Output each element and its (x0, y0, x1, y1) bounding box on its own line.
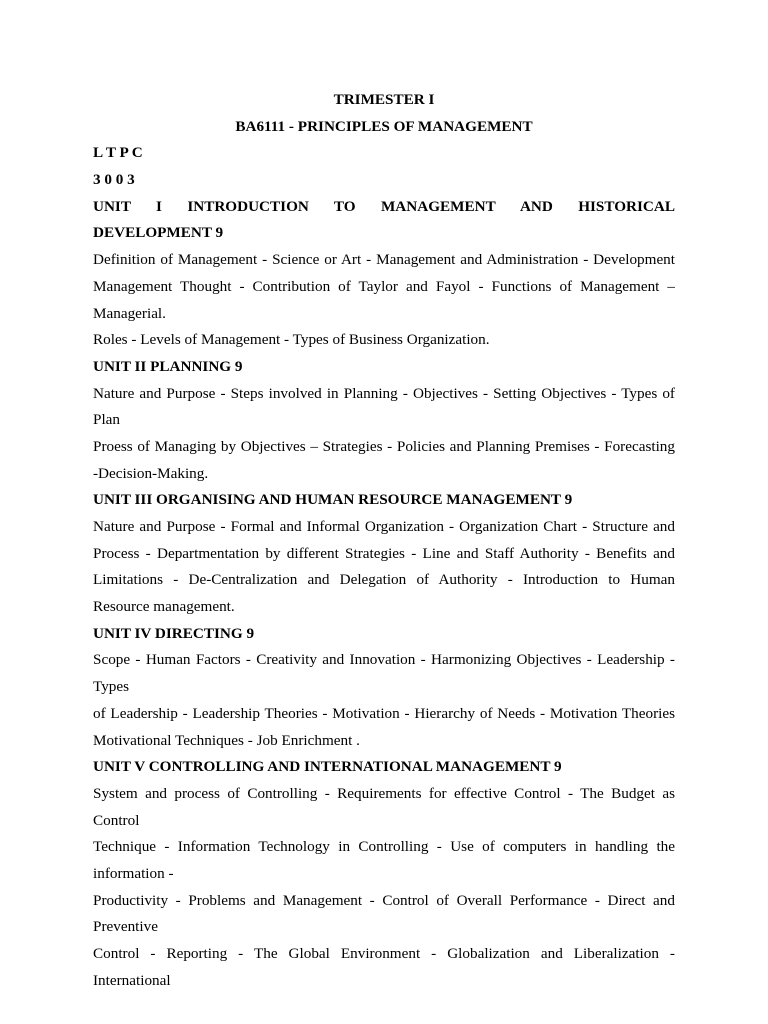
unit-5-text: Control (93, 811, 140, 829)
unit-2-heading: UNIT II PLANNING 9 (93, 357, 243, 375)
syllabus-content (93, 87, 675, 994)
unit-1-text: Definition of Management - Science or Art - Management and Administration - Development (93, 251, 675, 269)
unit-2-text: Nature and Purpose - Steps involved in Planning - Objectives - Setting Objectives - Types of (93, 384, 675, 402)
unit-5-text: Preventive (93, 918, 158, 936)
unit-1-text: Managerial. (93, 304, 166, 322)
ltpc-header: L T P C (93, 144, 143, 162)
unit-4-heading: UNIT IV DIRECTING 9 (93, 624, 255, 642)
unit-5-text: information - (93, 864, 174, 882)
course-title: BA6111 - PRINCIPLES OF MANAGEMENT (235, 117, 533, 135)
unit-3-heading: UNIT III ORGANISING AND HUMAN RESOURCE MANAGEMENT 9 (93, 491, 573, 509)
unit-1-heading-cont: DEVELOPMENT 9 (93, 224, 224, 242)
unit-4-text: of Leadership - Leadership Theories - Motivation - Hierarchy of Needs - Motivation Theories (93, 704, 675, 722)
unit-4-text: Scope - Human Factors - Creativity and Innovation - Harmonizing Objectives - Leadership - (93, 651, 675, 669)
unit-3-text: Nature and Purpose - Formal and Informal Organization - Organization Chart - Structure and (93, 518, 675, 535)
unit-2-text: Plan (93, 411, 121, 429)
unit-1-text: Management Thought - Contribution of Taylor and Fayol - Functions of Management – (93, 277, 675, 295)
unit-2-text: Proess of Managing by Objectives – Strategies - Policies and Planning Premises - Forecasting (93, 437, 675, 455)
unit-5-text: International (93, 971, 171, 989)
ltpc-values: 3 0 0 3 (93, 171, 135, 189)
unit-3-text: Resource management. (93, 598, 235, 616)
trimester-heading: TRIMESTER I (333, 91, 435, 108)
unit-5-text: Control - Reporting - The Global Environment - Globalization and Liberalization - (93, 945, 675, 962)
unit-4-text: Types (93, 678, 130, 696)
unit-5-heading: UNIT V CONTROLLING AND INTERNATIONAL MANAGEMENT 9 (93, 758, 562, 776)
unit-5-text: Productivity - Problems and Management - Control of Overall Performance - Direct and (93, 891, 675, 909)
unit-3-text: Process - Departmentation by different Strategies - Line and Staff Authority - Benefits and (93, 544, 675, 562)
unit-1-heading: UNIT I INTRODUCTION TO MANAGEMENT AND HISTORICAL (93, 197, 675, 215)
unit-5-text: Technique - Information Technology in Controlling - Use of computers in handling the (93, 838, 675, 856)
unit-2-text: -Decision-Making. (93, 464, 209, 482)
unit-1-text: Roles - Levels of Management - Types of Business Organization. (93, 331, 490, 349)
unit-4-text: Motivational Techniques - Job Enrichment . (93, 731, 360, 749)
unit-3-text: Limitations - De-Centralization and Delegation of Authority - Introduction to Human (93, 571, 675, 589)
unit-5-text: System and process of Controlling - Requirements for effective Control - The Budget as (93, 784, 675, 802)
